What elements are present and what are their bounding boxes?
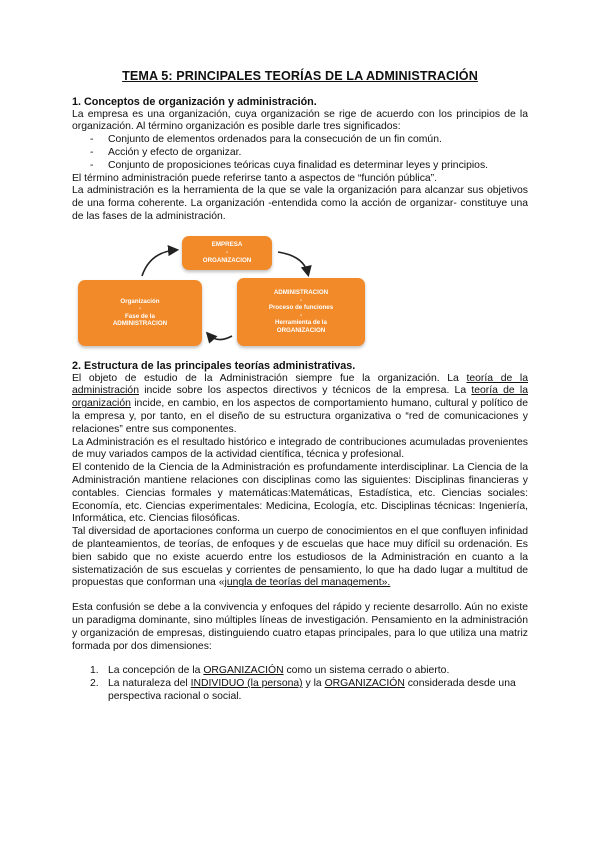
text-run: y la <box>302 678 325 690</box>
list-item: - Conjunto de proposiciones teóricas cuya finalidad es determinar leyes y principios. <box>90 160 528 173</box>
page-title: TEMA 5: PRINCIPALES TEORÍAS DE LA ADMINISTRACIÓN <box>122 69 478 83</box>
list-number: 2. <box>90 678 99 690</box>
organizacion-link[interactable]: ORGANIZACIÓN <box>203 665 284 677</box>
text-run: La naturaleza del <box>108 678 191 690</box>
jungla-teorias-link[interactable]: jungla de teorías del management». <box>224 577 391 589</box>
text-run: como un sistema cerrado o abierto. <box>283 665 450 677</box>
teoria-administracion-link[interactable]: teoría de la administración <box>72 372 528 397</box>
box-line: ORGANIZACION <box>276 326 326 334</box>
meanings-list <box>72 134 528 172</box>
text-run: incide sobre los aspectos directivos y técnicos de la empresa. La <box>139 385 472 397</box>
box-line: - <box>225 248 229 256</box>
box-line: - <box>138 305 142 313</box>
list-item: - Acción y efecto de organizar. <box>90 147 528 160</box>
spacer <box>72 590 528 602</box>
box-line: ADMINISTRACION <box>273 288 329 296</box>
arrow-top-to-right <box>278 252 308 274</box>
text-run: considerada desde una perspectiva racional o social. <box>108 678 516 702</box>
text-run: Tal diversidad de aportaciones conforma un cuerpo de conocimientos en el que confluyen infinidad de planteamientos, de teorías, de enfoques y de escuelas que hace muy difícil su ordenación. Es bien sabido que no existe acuerdo entre los estudiosos de la Administración en cuanto a la sistematización de sus escuelas y corrientes de pensamiento, lo que ha dado lugar a multitud de propuestas que conforman una « <box>72 526 528 589</box>
text-run: incide, en cambio, en los aspectos de comportamiento humano, cultural y político de la empresa y, por tanto, en el diseño de su estructura organizativa o “red de comunicaciones y relaciones” entre sus componentes. <box>72 398 528 435</box>
box-line: Fase de la <box>125 312 155 320</box>
section-2-paragraph-5: Esta confusión se debe a la convivencia y enfoques del rápido y reciente desarrollo. Aún no existe un paradigma dominante, sino múltiples líneas de investigación. Pensamiento en la administración y organización de empresas, distinguiendo cuatro etapas principales, para lo que utiliza una matriz formada por dos dimensiones: <box>72 602 528 652</box>
box-line: - <box>299 296 303 304</box>
cycle-arrows <box>72 230 528 352</box>
spacer <box>72 653 528 665</box>
box-line: Herramienta de la <box>275 319 327 327</box>
organizacion-link[interactable]: ORGANIZACIÓN <box>324 678 405 690</box>
box-line: - <box>299 311 303 319</box>
list-number: 1. <box>90 665 99 677</box>
box-line: Proceso de funciones <box>268 304 334 312</box>
section-2-paragraph-3: El contenido de la Ciencia de la Administración es profundamente interdisciplinar. La Ciencia de la Administración mantiene relaciones con disciplinas como las siguientes: Disciplinas financieras y contables. Ciencias formales y matemáticas:Matemáticas, Estadística, etc. Ciencias sociales: Economía, etc. Ciencias experimentales: Medicina, Ecología, etc. Disciplinas técnicas: Ingeniería, Informática, etc. Ciencias filosóficas. <box>72 462 528 525</box>
section-2-paragraph-1 <box>72 373 528 437</box>
text-run: La concepción de la <box>108 665 204 677</box>
individuo-link[interactable]: INDIVIDUO (la persona) <box>190 678 303 690</box>
section-1-heading: 1. Conceptos de organización y administración. <box>72 95 317 108</box>
document-page <box>72 70 528 704</box>
list-item: - Conjunto de elementos ordenados para la consecución de un fin común. <box>90 134 528 147</box>
box-line: EMPRESA <box>211 241 243 249</box>
list-item <box>90 678 528 704</box>
section-1-paragraph-3: La administración es la herramienta de la que se vale la organización para alcanzar sus objetivos de una forma coherente. La organización -entendida como la acción de organizar- constituye una de las fases de la administración. <box>72 185 528 222</box>
teoria-organizacion-link[interactable]: teoría de la organización <box>72 385 528 410</box>
list-item <box>90 665 528 678</box>
arrow-right-to-left <box>208 334 232 340</box>
organization-cycle-diagram <box>72 230 528 352</box>
section-1-intro: La empresa es una organización, cuya organización se rige de acuerdo con los principios de la organización. Al término organización es posible darle tres significados: <box>72 108 528 133</box>
section-2-paragraph-2: La Administración es el resultado histórico e integrado de contribuciones acumuladas provenientes de muy variados campos de la actividad científica, técnica y profesional. <box>72 436 528 461</box>
section-2-paragraph-4 <box>72 526 528 590</box>
dimensions-list <box>72 665 528 703</box>
arrow-left-to-top <box>142 250 176 276</box>
section-1-paragraph-2: El término administración puede referirse tanto a aspectos de “función pública”. <box>72 172 438 184</box>
text-run: El objeto de estudio de la Administración siempre fue la organización. La <box>72 372 467 384</box>
box-line: Organización <box>120 297 160 305</box>
box-line: ADMINISTRACION <box>112 320 168 328</box>
box-line: ORGANIZACION <box>202 256 252 264</box>
section-2-heading: 2. Estructura de las principales teorías administrativas. <box>72 359 356 372</box>
